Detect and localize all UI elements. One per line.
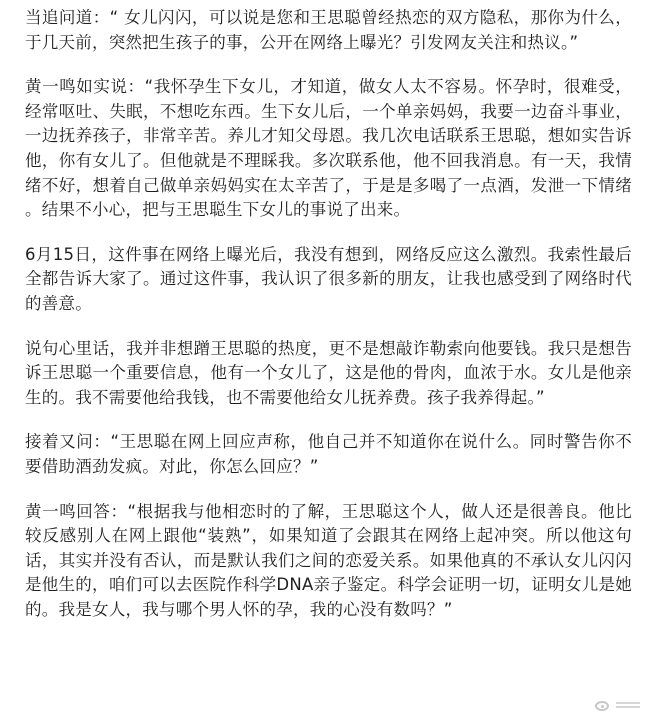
paragraph: 黄一鸣回答：“根据我与他相恋时的了解，王思聪这个人，做人还是很善良。他比较反感别人在网上跟他“装熟”，如果知道了会跟其在网络上起冲突。所以他这句话，其实并没有否认，而是默认我们之间的恋爱关系。如果他真的不承认女儿闪闪是他生的，咱们可以去医院作科学DNA亲子鉴定。科学会证明一切，证明女儿是她的。我是女人，我与哪个男人怀的孕，我的心没有数吗？” (25, 501, 632, 619)
paragraph: 当追问道：“ 女儿闪闪，可以说是您和王思聪曾经热恋的双方隐私，那你为什么，于几天前，突然把生孩子的事，公开在网络上曝光？引发网友关注和热议。” (25, 8, 632, 52)
watermark (594, 698, 640, 712)
paragraph: 黄一鸣如实说：“我怀孕生下女儿，才知道，做女人太不容易。怀孕时，很难受，经常呕吐、失眠，不想吃东西。生下女儿后，一个单亲妈妈，我要一边奋斗事业，一边抚养孩子，非常辛苦。养儿才知父母恩。我几次电话联系王思聪，想如实告诉他，你有女儿了。但他就是不理睬我。多次联系他，他不回我消息。有一天，我情绪不好，想着自己做单亲妈妈实在太辛苦了，于是是多喝了一点酒，发泄一下情绪 。结果不小心，把与王思聪生下女儿的事说了出来。 (25, 77, 632, 220)
paragraph: 6月15日，这件事在网络上曝光后，我没有想到，网络反应这么激烈。我索性最后全都告诉大家了。通过这件事，我认识了很多新的朋友，让我也感受到了网络时代的善意。 (25, 244, 632, 313)
paragraph: 说句心里话，我并非想蹭王思聪的热度，更不是想敲诈勒索向他要钱。我只是想告诉王思聪一个重要信息，他有一个女儿了，这是他的骨肉，血浓于水。女儿是他亲生的。我不需要他给我钱，也不需要他给女儿抚养费。孩子我养得起。” (25, 338, 632, 407)
watermark-text-mark (616, 702, 640, 708)
paragraph: 接着又问：“王思聪在网上回应声称，他自己并不知道你在说什么。同时警告你不要借助酒劲发疯。对此，你怎么回应？” (25, 432, 632, 476)
weibo-logo-icon (594, 698, 612, 712)
